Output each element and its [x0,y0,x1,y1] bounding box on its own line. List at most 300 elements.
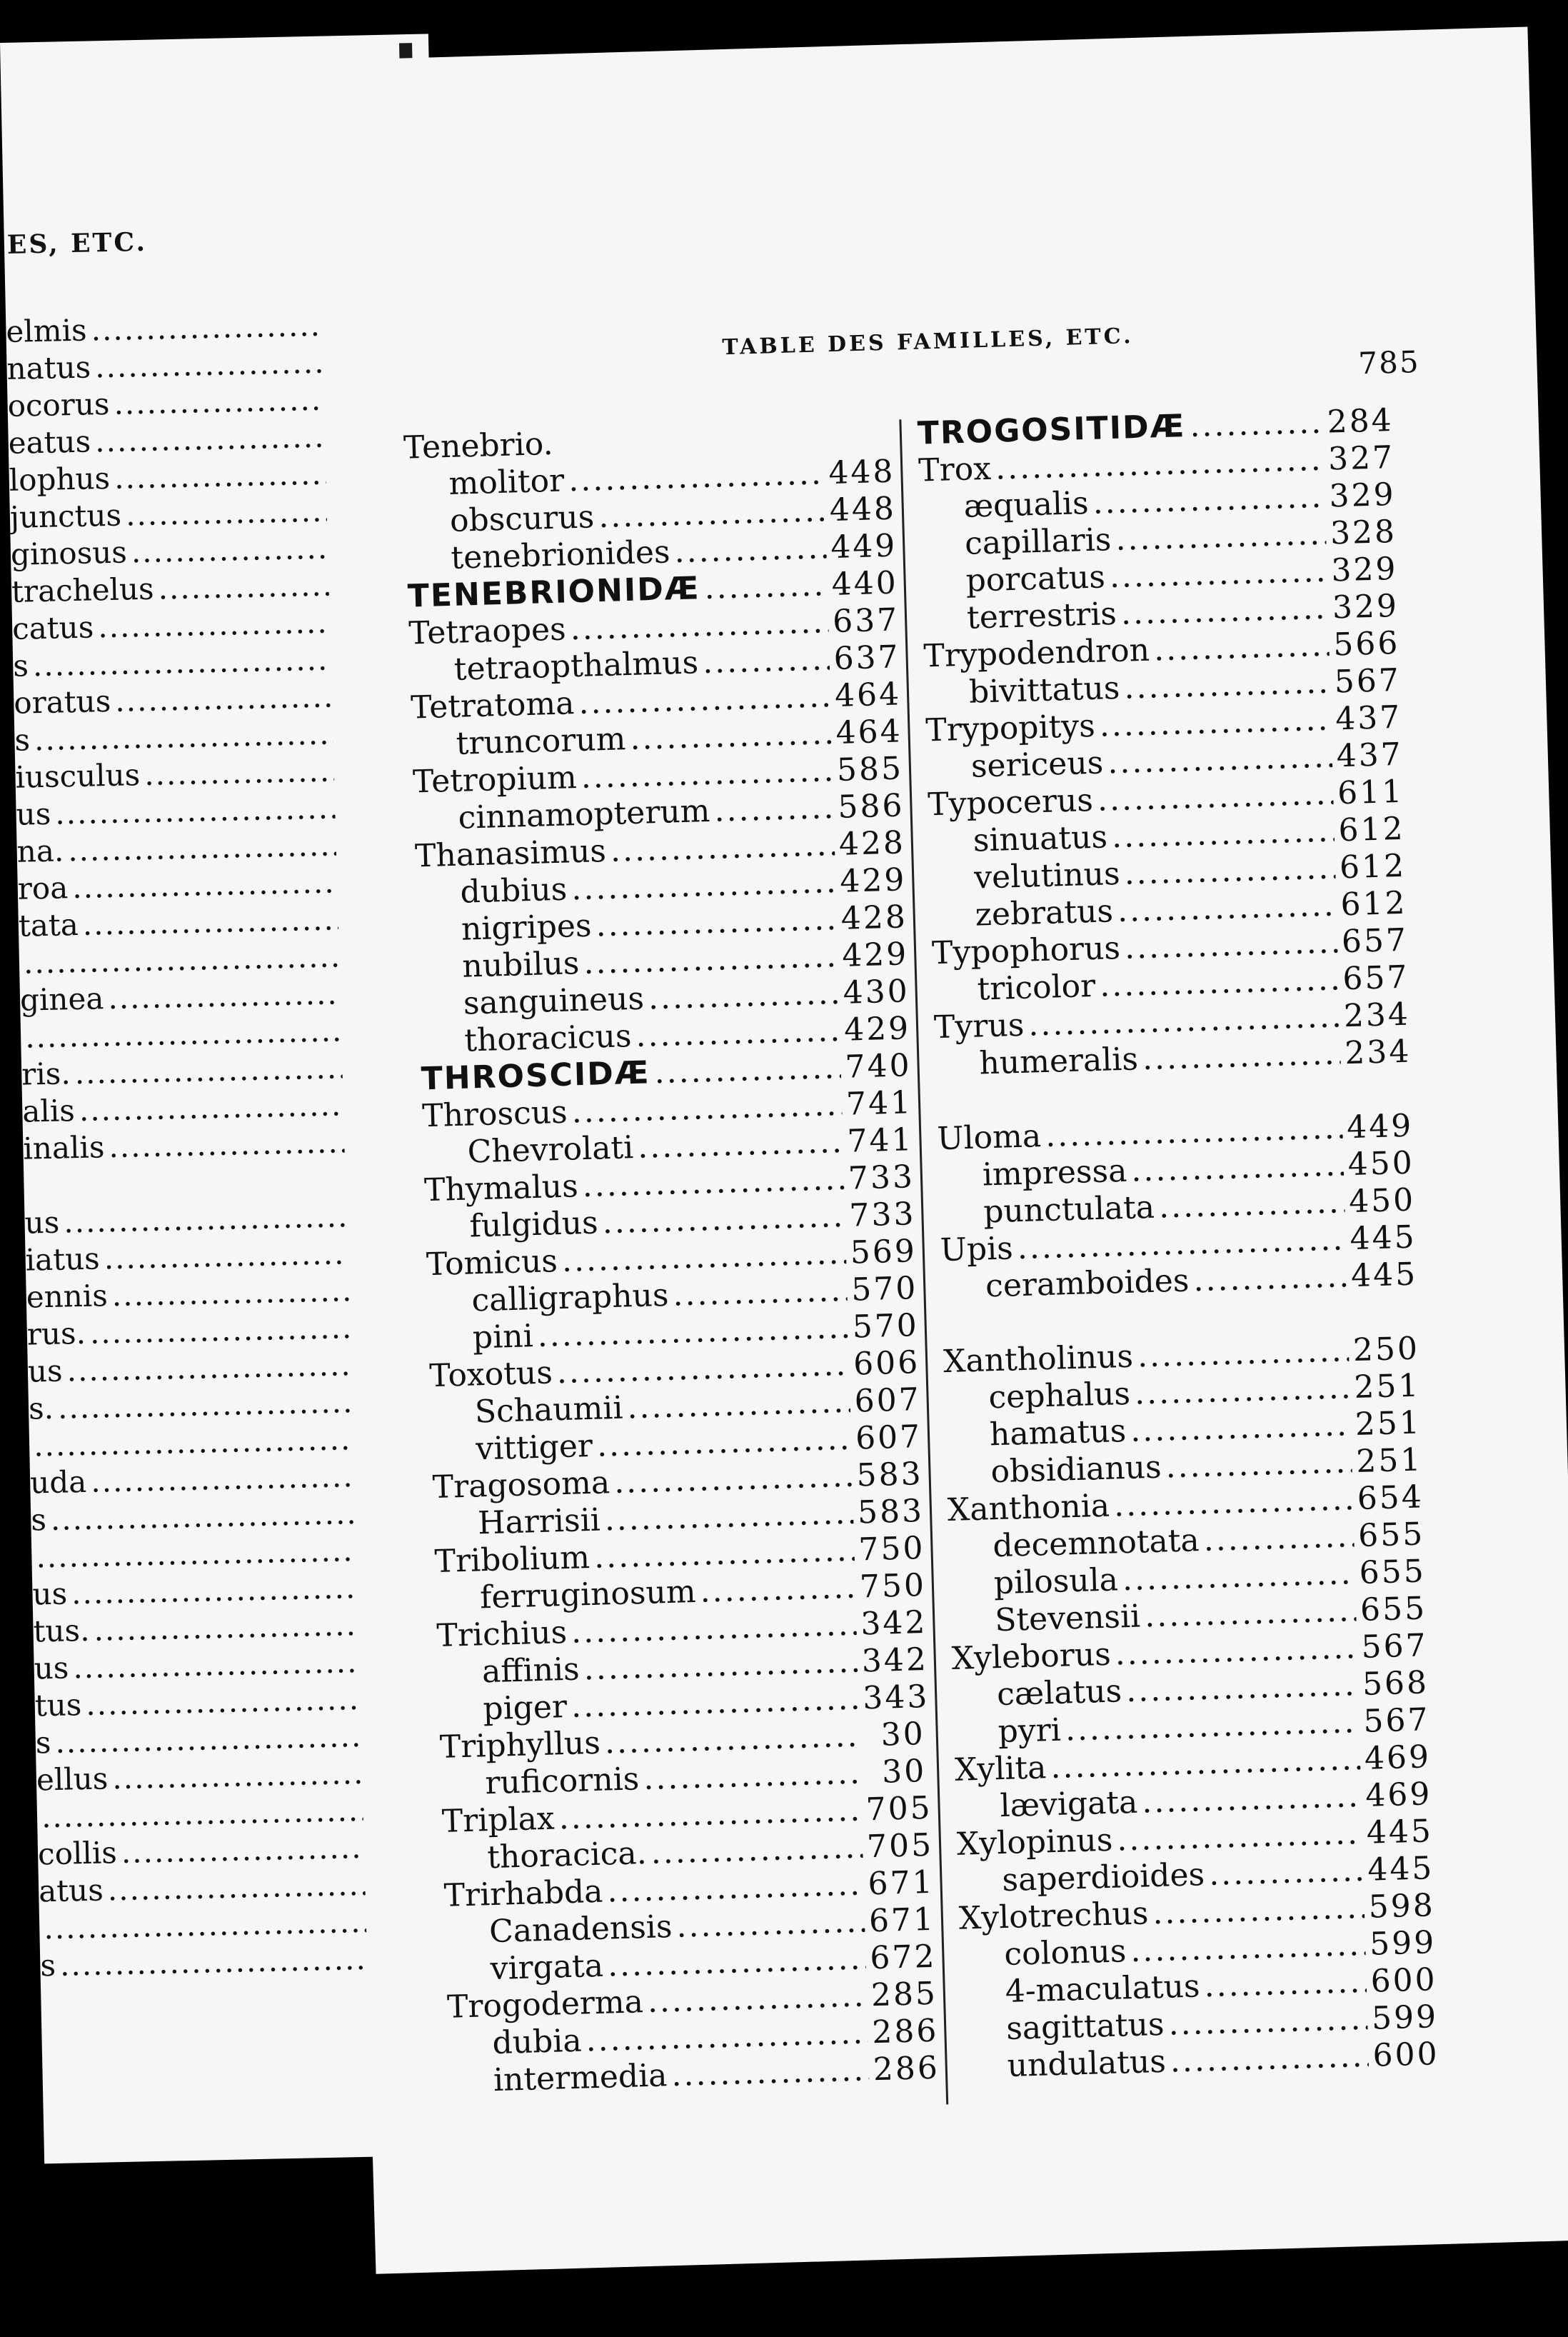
entry-term: Xylita [954,1749,1047,1788]
entry-page-number: 464 [835,713,903,751]
entry-page-number: 570 [852,1307,920,1346]
running-head: TABLE DES FAMILLES, ETC. [721,324,1134,361]
entry-term: Stevensii [994,1598,1141,1639]
leader-dots [59,1941,377,1983]
entry-term: s. [28,1390,54,1426]
entry-term: s [35,1725,51,1761]
leader-dots [112,1756,374,1796]
entry-page-number: 654 [1357,1478,1424,1517]
leader-dots [86,1681,372,1722]
leader-dots [602,1198,845,1241]
entry-term: s [39,1947,56,1983]
entry-term: ruficornis [484,1761,640,1802]
leader-dots [41,1793,375,1835]
leader-dots [1193,1258,1347,1298]
leader-dots [36,1533,369,1575]
entry-term: Trogoderma [446,1983,644,2026]
entry-term: Trypodendron [923,631,1150,675]
entry-page-number: 250 [1352,1330,1420,1369]
leader-dots [700,1569,856,1610]
entry-page-number: 445 [1366,1813,1434,1851]
entry-term: Trypopitys [925,707,1096,749]
entry-term: lophus [9,460,111,498]
entry-term: eatus [8,424,91,461]
entry-term: ferruginosum [479,1573,697,1616]
entry-page-number: 437 [1335,699,1402,738]
leader-dots [1124,850,1336,892]
entry-term: lævigata [999,1783,1138,1825]
entry-term: collis [37,1835,118,1872]
entry-page-number: 655 [1358,1553,1427,1591]
entry-term: Tenebrio. [403,425,554,466]
index-column-1 [403,416,940,2101]
entry-page-number: 569 [850,1233,918,1271]
entry-term: Typocerus [927,781,1094,824]
entry-page-number: 450 [1347,1144,1415,1183]
entry-page-number: 705 [866,1826,934,1866]
leader-dots [1122,1555,1355,1598]
entry-term: roa [17,870,69,906]
entry-term: TENEBRIONIDÆ [407,570,701,615]
entry-page-number: 328 [1330,513,1397,552]
entry-page-number: 672 [869,1938,938,1977]
leader-dots [68,827,354,868]
entry-term: Upis [940,1230,1014,1269]
entry-term: Schaumii [474,1389,624,1431]
leader-dots [607,1866,865,1910]
entry-page-number: 445 [1350,1256,1418,1295]
entry-page-number: 430 [843,973,910,1011]
leader-dots [676,1903,865,1944]
entry-term: Thymalus [423,1168,579,1209]
entry-term: obscurus [449,499,595,539]
entry-term: alis [21,1093,76,1129]
leader-dots [94,1607,371,1648]
leader-dots [158,567,348,606]
entry-term: porcatus [965,559,1106,599]
entry-page-number: 429 [839,861,908,900]
entry-page-number: 671 [868,1901,936,1940]
entry-page-number: 585 [836,750,904,789]
entry-term: piger [482,1688,568,1728]
leader-dots [55,1718,373,1760]
entry-term: Chevrolati [467,1129,634,1171]
leader-dots [647,1977,868,2020]
entry-term: Triplax [441,1800,556,1840]
entry-term: pilosula [993,1561,1119,1602]
leader-dots [74,1050,359,1091]
entry-term: tus. [33,1612,90,1649]
leader-dots [570,604,829,647]
leader-dots [1190,404,1324,444]
leader-dots [104,1236,363,1276]
entry-term: oratus [13,683,111,721]
entry-term: tenebrionides [450,534,671,576]
entry-page-number: 251 [1355,1441,1423,1481]
index-column-2 [917,401,1440,2086]
entry-page-number: 600 [1370,1961,1438,2000]
entry-term: tricolor [976,967,1096,1008]
entry-term: us [24,1204,60,1241]
leader-dots [114,381,345,421]
leader-dots [1099,961,1339,1004]
leader-dots [627,1383,851,1426]
entry-page-number: 251 [1355,1404,1422,1443]
entry-term: inalis [22,1129,105,1166]
leader-dots [1130,1406,1351,1449]
entry-term: Tetropium [412,759,578,801]
leader-dots [1124,924,1337,966]
entry-term: Trirhabda [443,1873,604,1914]
entry-term: na. [16,833,64,869]
entry-page-number: 234 [1344,1033,1412,1072]
entry-term: molitor [448,462,565,502]
entry-page-number: 612 [1339,847,1407,886]
entry-term: Tribolium [434,1539,590,1581]
entry-term: pini [472,1318,534,1356]
leader-dots [1107,739,1332,781]
entry-page-number: 343 [862,1678,930,1717]
entry-term: Trox [918,450,992,489]
entry-term: sagittatus [1005,2006,1165,2047]
entry-term: ginosus [10,534,128,572]
leader-dots [23,939,356,981]
entry-term: us [31,1576,68,1612]
entry-page-number: 733 [848,1196,917,1234]
entry-term: æqualis [963,484,1090,525]
entry-term: intermedia [493,2057,668,2099]
leader-dots [108,976,358,1016]
entry-term: atus [38,1872,104,1909]
entry-page-number: 469 [1365,1776,1433,1814]
entry-term: iusculus [15,757,141,795]
entry-page-number: 599 [1371,1998,1439,2037]
entry-term: rus. [26,1315,86,1352]
entry-term: thoracica. [486,1834,648,1876]
leader-dots [593,1532,855,1576]
leader-dots [109,1124,361,1164]
entry-term: Xylopinus [956,1821,1113,1863]
entry-term: punctulata [982,1188,1155,1231]
leader-dots [91,1458,368,1499]
leader-dots [1115,516,1327,558]
entry-term: s [14,722,31,758]
entry-term: s [12,648,29,684]
entry-term: Uloma [936,1118,1042,1158]
leader-dots [44,1904,377,1946]
entry-page-number: 429 [841,936,909,974]
entry-page-number: 449 [1346,1107,1414,1146]
leader-dots [126,493,348,532]
leader-dots [1092,479,1325,521]
entry-term: Triphyllus [439,1724,601,1766]
leader-dots [1208,1852,1364,1893]
leader-dots [671,2051,870,2093]
entry-term: elmis [5,312,88,349]
entry-page-number: 30 [881,1753,927,1791]
entry-term: us [16,796,51,832]
leader-dots [50,1496,368,1537]
entry-term: nigripes [461,907,593,948]
entry-page-number: 583 [855,1455,924,1494]
entry-page-number: 637 [832,601,900,641]
entry-term: decemnotata [992,1522,1200,1565]
leader-dots [630,715,833,757]
leader-dots [32,641,350,683]
entry-term: virgata [489,1947,604,1988]
entry-page-number: 327 [1327,439,1395,478]
leader-dots [89,1310,364,1351]
entry-term: Tetratoma [410,685,576,726]
entry-term: TROGOSITIDÆ [917,408,1187,452]
entry-page-number: 285 [870,1975,938,2014]
entry-term: tetraopthalmus [453,644,699,688]
leader-dots [1170,2038,1369,2080]
entry-term: velutinus [973,855,1121,896]
leader-dots [111,1273,363,1313]
leader-dots [654,1049,842,1091]
leader-dots [1117,1815,1363,1858]
leader-dots [648,975,839,1016]
leader-dots [598,492,825,535]
entry-term: Thanasimus [414,833,607,875]
leader-dots [581,752,833,796]
entry-page-number: 329 [1330,550,1399,589]
entry-page-number: 449 [830,527,898,566]
entry-page-number: 567 [1360,1627,1429,1666]
entry-page-number: 607 [853,1381,922,1420]
entry-term: ocorus [7,386,110,424]
leader-dots [131,530,348,569]
leader-dots [1204,1963,1367,2004]
entry-page-number: 637 [833,639,901,677]
leader-dots [71,1570,370,1611]
entry-term: Xylotrechus [958,1895,1149,1937]
entry-page-number: 286 [873,2049,940,2088]
leader-dots [637,1124,843,1166]
entry-term: colonus [1003,1933,1127,1973]
entry-page-number: 750 [858,1529,926,1568]
entry-term: Xyleborus [951,1636,1112,1677]
entry-term: pyri [997,1711,1062,1751]
entry-page-number: 286 [871,2012,940,2051]
entry-page-number: 329 [1332,587,1399,626]
entry-term: Throscus [421,1094,568,1135]
leader-dots [34,716,351,757]
entry-term: Tyrus [933,1006,1025,1046]
leader-dots [578,678,831,721]
leader-dots [583,1643,858,1688]
entry-term: calligraphus [471,1276,670,1319]
leader-dots [82,901,356,942]
entry-page-number: 567 [1362,1701,1431,1740]
entry-term: cinnamopterum [457,792,711,836]
entry-term: Canadensis [488,1908,673,1951]
entry-page-number: 657 [1341,921,1409,961]
leader-dots [121,1830,375,1870]
entry-page-number: 611 [1337,773,1404,812]
leader-dots [1153,627,1330,669]
entry-term: sanguineus [463,980,645,1022]
entry-term: 4-maculatus [1005,1968,1201,2011]
entry-term: natus [6,349,91,386]
leader-dots [613,1458,853,1501]
leader-dots [66,1347,365,1388]
leader-dots [1165,1443,1352,1485]
entry-page-number [828,445,889,446]
entry-page-number: 655 [1360,1590,1427,1628]
entry-term: truncorum [456,721,627,762]
entry-page-number: 671 [867,1863,935,1903]
entry-term: ginea [19,981,104,1018]
entry-page-number: 600 [1372,2036,1440,2074]
entry-term: humeralis [978,1041,1139,1082]
entry-term: ceramboides [985,1262,1190,1305]
entry-term: Tetraopes [408,611,567,652]
entry-term: cephalus [987,1375,1131,1416]
entry-term: affinis [481,1651,581,1691]
entry-page-number: 612 [1340,884,1408,924]
entry-term: us [27,1353,64,1389]
leader-dots [95,419,346,459]
leader-dots [571,1086,843,1131]
entry-page-number: 428 [840,899,908,937]
leader-dots [1113,1481,1353,1523]
entry-term: impressa [982,1152,1127,1193]
leader-dots [604,1718,860,1761]
entry-page-number: 606 [853,1344,920,1383]
leader-dots [558,446,824,454]
leader-dots [107,1867,376,1908]
entry-term: Xanthonia [947,1487,1110,1529]
leader-dots [650,1829,863,1871]
leader-dots [1111,813,1335,856]
entry-term: terrestris [966,595,1117,636]
leader-dots [595,901,838,944]
entry-term: s [30,1502,47,1538]
entry-term: dubia [491,2022,583,2062]
left-running-head: ES, ETC. [6,226,148,260]
entry-page-number: 342 [861,1641,929,1680]
entry-page-number: 445 [1367,1850,1434,1888]
entry-page-number: 234 [1343,996,1411,1035]
entry-term: sericeus [970,744,1104,785]
leader-dots [1134,1369,1350,1411]
leader-dots [604,1495,854,1538]
entry-page-number: 448 [828,453,896,492]
leader-dots [79,1087,359,1128]
entry-page-number: 448 [829,490,897,529]
entry-term: sinuatus [973,819,1108,859]
entry-term: iatus [25,1241,101,1278]
leader-dots [25,1013,358,1055]
entry-term: bivittatus [968,669,1121,711]
entry-term: junctus [9,497,122,535]
entry-page-number: 741 [846,1121,915,1160]
entry-term: us [34,1650,69,1686]
entry-page-number: 329 [1328,476,1397,515]
leader-dots [72,864,356,905]
leader-dots [702,641,830,681]
leader-dots [64,1198,362,1240]
entry-term: uda [29,1463,87,1501]
entry-page-number: 612 [1337,810,1406,849]
leader-dots [91,307,343,347]
entry-page-number: 284 [1326,401,1394,441]
entry-page-number: 740 [844,1047,913,1086]
leader-dots [674,529,827,570]
leader-dots [1152,1889,1365,1931]
entry-term: THROSCIDÆ [421,1054,651,1098]
entry-page-number: 655 [1357,1516,1425,1554]
leader-dots [57,1384,366,1426]
leader-dots [643,1755,861,1797]
leader-dots [1117,886,1337,929]
entry-term: zebratus [975,893,1114,934]
leader-dots [98,604,350,644]
entry-page-number: 705 [865,1789,933,1828]
entry-page-number: 733 [848,1159,915,1197]
entry-page-number: 568 [1362,1664,1429,1703]
leader-dots [1137,1332,1349,1374]
right-page [314,27,1568,2274]
entry-page-number: 440 [831,564,899,604]
leader-dots [582,1161,845,1204]
entry-term: Trichius [436,1613,568,1655]
entry-page-number: 464 [834,676,902,714]
leader-dots [704,566,828,606]
entry-term: cælatus [996,1673,1122,1713]
leader-dots [1131,1146,1345,1188]
entry-term: saperdioides [1001,1856,1205,1899]
entry-page-number: 429 [843,1010,911,1049]
entry-page-number: 607 [855,1418,923,1457]
leader-dots [73,1644,371,1686]
leader-dots [1168,2001,1368,2043]
entry-term: nubilus [461,945,581,985]
leader-dots [1142,1035,1341,1077]
entry-page-number: 570 [850,1270,919,1308]
leader-dots [1097,776,1334,819]
leader-dots [596,1421,852,1464]
entry-page-number: 469 [1364,1738,1432,1777]
entry-term: capillaris [964,521,1112,562]
leader-dots [144,753,353,792]
entry-page-number: 583 [857,1492,925,1531]
entry-term: Xantholinus [943,1338,1134,1381]
page-number: 785 [1357,344,1421,381]
entry-page-number: 450 [1348,1181,1416,1221]
entry-term: catus [11,609,94,646]
leader-dots [1203,1518,1355,1558]
leader-dots [95,344,344,384]
leader-dots [583,938,838,981]
entry-page-number: 428 [838,824,906,863]
leader-dots [1141,1778,1362,1821]
leader-dots [1144,1592,1356,1634]
entry-term: Typophorus [931,929,1121,972]
leader-dots [1115,1629,1357,1672]
leader-dots [1124,664,1331,706]
entry-term: Harrisii [477,1501,601,1542]
entry-term: tus [34,1687,82,1723]
entry-page-number: 741 [845,1084,913,1123]
entry-term: thoracicus [463,1018,633,1059]
entry-term: obsidianus [990,1448,1162,1491]
entry-page-number: 342 [860,1603,928,1643]
leader-dots [571,864,836,907]
entry-page-number: 750 [859,1566,927,1606]
